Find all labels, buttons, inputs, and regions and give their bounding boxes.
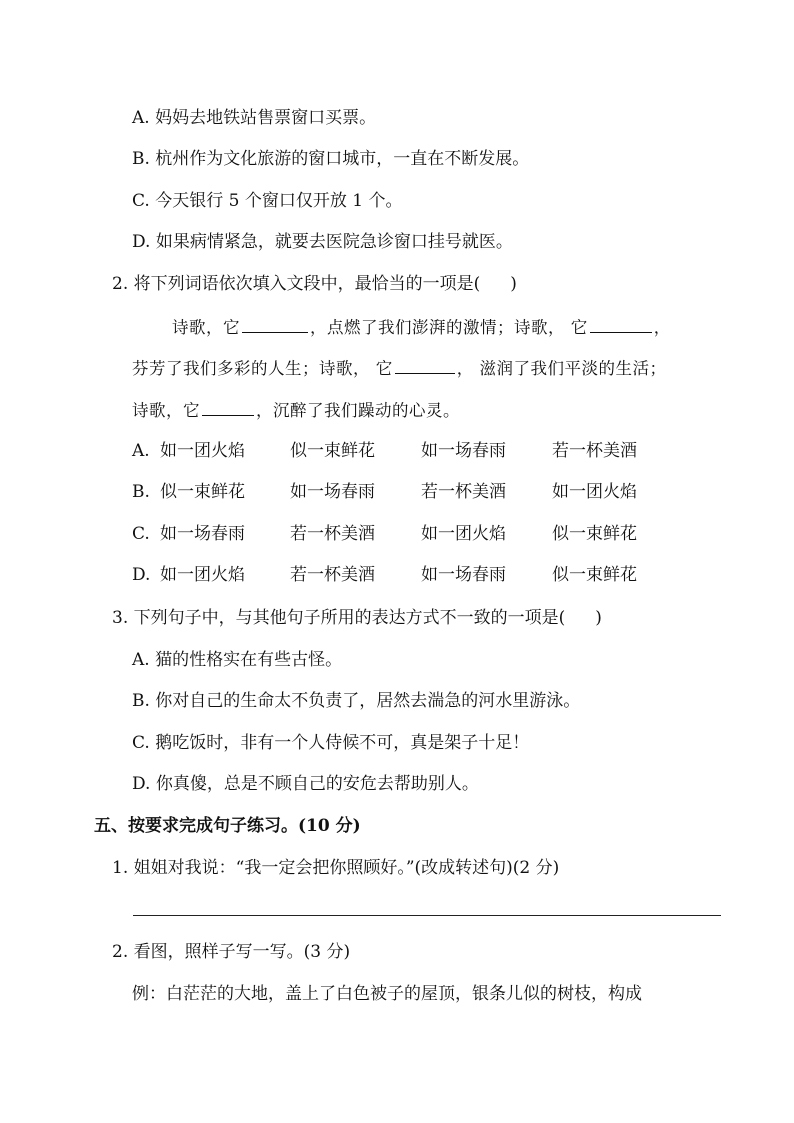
option-phrase: 如一场春雨 bbox=[160, 524, 245, 544]
option-letter: A. bbox=[132, 441, 150, 461]
passage-text: ，沉醉了我们躁动的心灵。 bbox=[256, 401, 460, 420]
passage-blank-4[interactable] bbox=[202, 399, 254, 416]
option-phrase: 若一杯美酒 bbox=[421, 482, 506, 502]
q2-passage-line-1 bbox=[172, 316, 671, 339]
q3-option-b: B. 你对自己的生命太不负责了，居然去湍急的河水里游泳。 bbox=[132, 691, 581, 711]
option-phrase: 如一场春雨 bbox=[421, 565, 506, 585]
q2-stem-close: ) bbox=[510, 274, 517, 294]
q3-stem-close: ) bbox=[595, 608, 602, 628]
option-phrase: 似一束鲜花 bbox=[552, 524, 637, 544]
q3-number: 3. bbox=[112, 608, 129, 628]
passage-blank-2[interactable] bbox=[590, 316, 652, 333]
passage-blank-3[interactable] bbox=[395, 357, 455, 374]
s5-example: 例：白茫茫的大地，盖上了白色被子的屋顶，银条儿似的树枝，构成 bbox=[132, 984, 642, 1004]
q1-option-b: B. 杭州作为文化旅游的窗口城市，一直在不断发展。 bbox=[132, 149, 530, 169]
option-phrase: 似一束鲜花 bbox=[552, 565, 637, 585]
q1-option-a: A. 妈妈去地铁站售票窗口买票。 bbox=[132, 108, 377, 128]
option-phrase: 如一场春雨 bbox=[421, 441, 506, 461]
passage-text: ，点燃了我们澎湃的激情；诗歌， 它 bbox=[310, 318, 588, 337]
passage-text: 诗歌，它 bbox=[132, 401, 200, 420]
q3-stem-text: 下列句子中，与其他句子所用的表达方式不一致的一项是( bbox=[133, 608, 566, 628]
option-phrase: 如一团火焰 bbox=[160, 565, 245, 585]
q3-stem bbox=[112, 607, 602, 629]
passage-text: 诗歌，它 bbox=[172, 318, 240, 337]
option-letter: D. bbox=[132, 565, 151, 585]
passage-text: ， 滋润了我们平淡的生活； bbox=[456, 359, 667, 378]
passage-text: ， bbox=[653, 318, 671, 337]
option-phrase: 似一束鲜花 bbox=[290, 441, 375, 461]
option-letter: B. bbox=[132, 482, 150, 502]
q2-number: 2. bbox=[112, 274, 129, 294]
q1-option-c: C. 今天银行 5 个窗口仅开放 1 个。 bbox=[132, 191, 403, 211]
s5-question-1: 1. 姐姐对我说：“我一定会把你照顾好。”(改成转述句)(2 分) bbox=[112, 858, 560, 878]
q1-option-d: D. 如果病情紧急，就要去医院急诊窗口挂号就医。 bbox=[132, 232, 513, 252]
passage-blank-1[interactable] bbox=[242, 316, 308, 333]
option-phrase: 似一束鲜花 bbox=[160, 482, 245, 502]
option-phrase: 若一杯美酒 bbox=[290, 565, 375, 585]
q3-option-a: A. 猫的性格实在有些古怪。 bbox=[132, 650, 343, 670]
q2-passage-line-3 bbox=[132, 399, 460, 422]
option-phrase: 如一团火焰 bbox=[552, 482, 637, 502]
option-phrase: 如一团火焰 bbox=[160, 441, 245, 461]
q2-stem-text: 将下列词语依次填入文段中，最恰当的一项是( bbox=[133, 274, 481, 294]
option-letter: C. bbox=[132, 524, 150, 544]
section-5-title: 五、按要求完成句子练习。(10 分) bbox=[94, 816, 361, 836]
q3-option-c: C. 鹅吃饭时，非有一个人侍候不可，真是架子十足！ bbox=[132, 733, 530, 753]
option-phrase: 如一团火焰 bbox=[421, 524, 506, 544]
option-phrase: 若一杯美酒 bbox=[552, 441, 637, 461]
passage-text: 芬芳了我们多彩的人生；诗歌， 它 bbox=[132, 359, 393, 378]
option-phrase: 如一场春雨 bbox=[290, 482, 375, 502]
q2-passage-line-2 bbox=[132, 357, 667, 380]
q3-option-d: D. 你真傻，总是不顾自己的安危去帮助别人。 bbox=[132, 774, 479, 794]
option-phrase: 若一杯美酒 bbox=[290, 524, 375, 544]
q2-stem bbox=[112, 273, 517, 295]
s5-question-2: 2. 看图，照样子写一写。(3 分) bbox=[112, 942, 351, 962]
answer-line[interactable] bbox=[133, 915, 721, 916]
